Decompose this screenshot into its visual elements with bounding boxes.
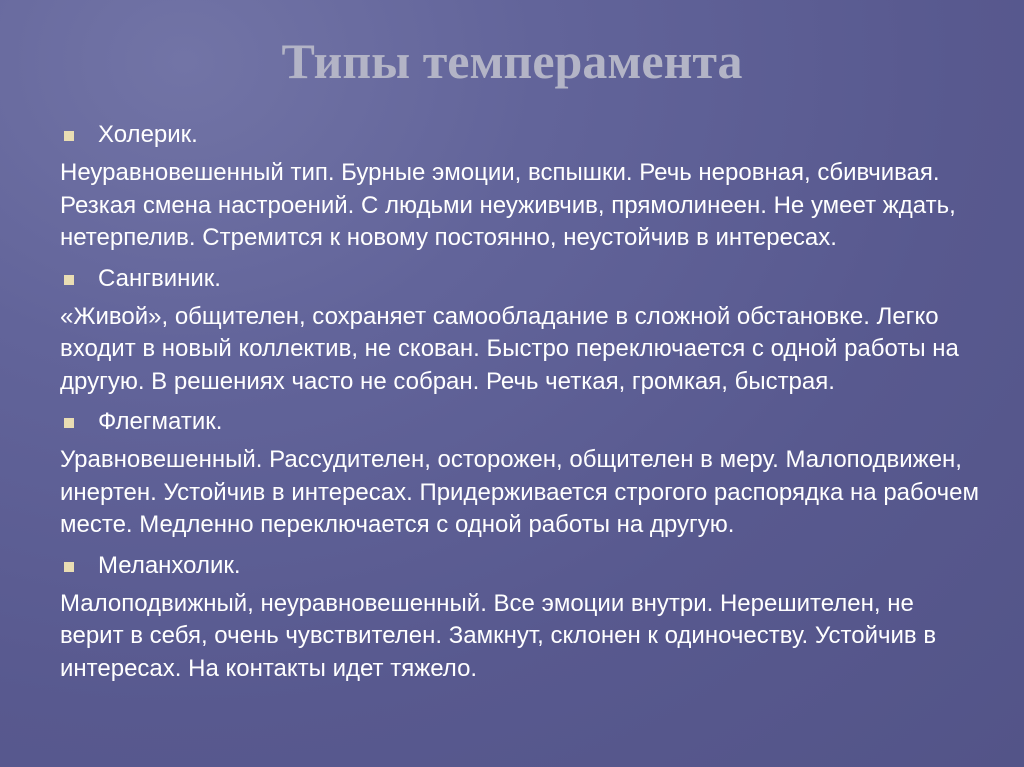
slide-title: Типы темперамента [281,33,743,89]
section-text-sanguine: «Живой», общителен, сохраняет самообладание в сложной обстановке. Легко входит в новый коллектив, не скован. Быстро переключается с одной работы на другую. В решениях часто не собран. Речь четкая, громкая, быстрая. [60,302,959,395]
section-heading-choleric [60,119,980,151]
section-heading-label: Сангвиник. [98,264,221,292]
section-heading-sanguine [60,263,980,295]
square-bullet-icon [64,131,74,141]
section-heading-melancholic [60,550,980,582]
section-text-phlegmatic: Уравновешенный. Рассудителен, осторожен, общителен в меру. Малоподвижен, инертен. Устойчив в интересах. Придерживается строгого распорядка на рабочем месте. Медленно переключается с одной работы на другую. [60,446,979,538]
section-heading-label: Флегматик. [98,408,223,435]
section-heading-label: Меланхолик. [98,551,241,579]
section-text-choleric: Неуравновешенный тип. Бурные эмоции, вспышки. Речь неровная, сбивчивая. Резкая смена настроений. С людьми неуживчив, прямолинеен. Не умеет ждать, нетерпелив. Стремится к новому постоянно, неустойчив в интересах. [60,159,956,251]
section-heading-label: Холерик. [98,121,198,148]
section-heading-phlegmatic [60,406,980,438]
square-bullet-icon [64,275,74,285]
square-bullet-icon [64,418,74,428]
section-text-melancholic: Малоподвижный, неуравновешенный. Все эмоции внутри. Нерешителен, не верит в себя, очень чувствителен. Замкнут, склонен к одиночеству. Устойчив в интересах. На контакты идет тяжело. [60,589,937,682]
slide-content [60,119,980,693]
square-bullet-icon [64,562,74,572]
